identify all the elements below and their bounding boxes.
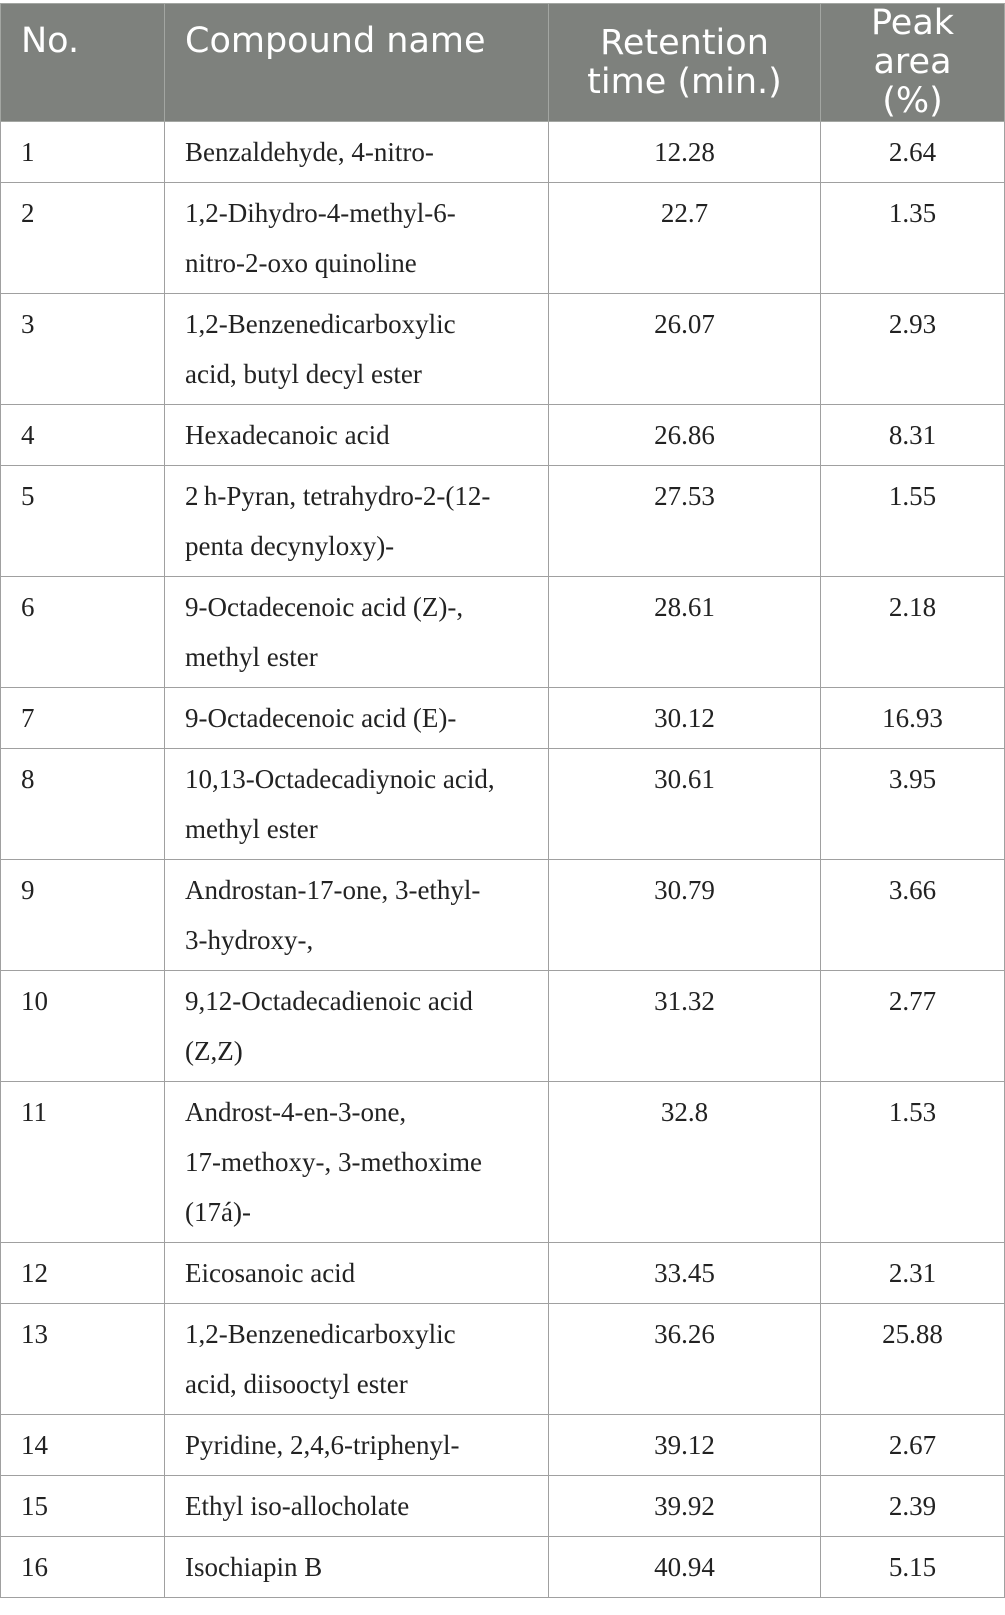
cell-retention-time: 30.12 (549, 688, 821, 749)
cell-retention-time: 28.61 (549, 577, 821, 688)
cell-peak-area: 2.93 (821, 294, 1005, 405)
cell-no: 2 (1, 183, 165, 294)
cell-no: 12 (1, 1243, 165, 1304)
header-retention-line1: Retention (600, 22, 769, 63)
cell-peak-area: 2.31 (821, 1243, 1005, 1304)
cell-no: 14 (1, 1415, 165, 1476)
cell-compound-name (165, 1243, 549, 1304)
table-row (1, 405, 1005, 466)
compound-name-line: nitro-2-oxo quinoline (185, 248, 417, 278)
compound-name-line: 1,2-Benzenedicarboxylic (185, 1319, 456, 1349)
cell-peak-area: 2.67 (821, 1415, 1005, 1476)
compound-name-line: 1,2-Dihydro-4-methyl-6- (185, 198, 456, 228)
cell-peak-area: 1.35 (821, 183, 1005, 294)
compound-name-line: Pyridine, 2,4,6-triphenyl- (185, 1430, 460, 1460)
table-row (1, 749, 1005, 860)
header-row (1, 4, 1005, 122)
compound-name-line: Isochiapin B (185, 1552, 323, 1582)
compound-name-line: Hexadecanoic acid (185, 420, 390, 450)
cell-compound-name (165, 577, 549, 688)
compound-name-line: 9,12-Octadecadienoic acid (185, 986, 473, 1016)
table-row (1, 971, 1005, 1082)
cell-no: 1 (1, 122, 165, 183)
compound-name-line: acid, diisooctyl ester (185, 1369, 408, 1399)
table-row (1, 1304, 1005, 1415)
table-row (1, 1415, 1005, 1476)
table-row (1, 688, 1005, 749)
header-compound-name: Compound name (165, 4, 549, 122)
cell-peak-area: 2.39 (821, 1476, 1005, 1537)
cell-no: 13 (1, 1304, 165, 1415)
header-no: No. (1, 4, 165, 122)
cell-peak-area: 8.31 (821, 405, 1005, 466)
compound-name-line: Ethyl iso-allocholate (185, 1491, 410, 1521)
cell-peak-area: 16.93 (821, 688, 1005, 749)
cell-retention-time: 30.61 (549, 749, 821, 860)
compound-name-line: penta decynyloxy)- (185, 531, 395, 561)
cell-no: 6 (1, 577, 165, 688)
cell-no: 15 (1, 1476, 165, 1537)
cell-retention-time: 33.45 (549, 1243, 821, 1304)
compound-name-line: (Z,Z) (185, 1036, 243, 1066)
cell-retention-time: 31.32 (549, 971, 821, 1082)
table-row (1, 183, 1005, 294)
compound-name-line: Androst-4-en-3-one, (185, 1097, 407, 1127)
compound-name-line: 2 h-Pyran, tetrahydro-2-(12- (185, 481, 491, 511)
cell-peak-area: 2.77 (821, 971, 1005, 1082)
table-row (1, 1537, 1005, 1598)
header-retention-line2: time (min.) (587, 61, 782, 102)
cell-compound-name (165, 860, 549, 971)
cell-peak-area: 3.66 (821, 860, 1005, 971)
cell-retention-time: 39.12 (549, 1415, 821, 1476)
cell-no: 7 (1, 688, 165, 749)
cell-compound-name (165, 749, 549, 860)
compound-name-line: 17-methoxy-, 3-methoxime (185, 1147, 482, 1177)
table-row (1, 1476, 1005, 1537)
cell-no: 4 (1, 405, 165, 466)
cell-compound-name (165, 1476, 549, 1537)
cell-compound-name (165, 466, 549, 577)
compound-table (0, 3, 1005, 1598)
compound-name-line: Eicosanoic acid (185, 1258, 356, 1288)
cell-compound-name (165, 405, 549, 466)
cell-compound-name (165, 971, 549, 1082)
cell-no: 5 (1, 466, 165, 577)
cell-peak-area: 1.55 (821, 466, 1005, 577)
header-peak-area (821, 4, 1005, 122)
cell-no: 11 (1, 1082, 165, 1243)
table-row (1, 122, 1005, 183)
table-body (1, 122, 1005, 1598)
cell-retention-time: 12.28 (549, 122, 821, 183)
cell-retention-time: 26.86 (549, 405, 821, 466)
cell-retention-time: 30.79 (549, 860, 821, 971)
cell-no: 8 (1, 749, 165, 860)
cell-compound-name (165, 1537, 549, 1598)
cell-retention-time: 40.94 (549, 1537, 821, 1598)
cell-compound-name (165, 688, 549, 749)
cell-retention-time: 39.92 (549, 1476, 821, 1537)
cell-no: 10 (1, 971, 165, 1082)
compound-name-line: 10,13-Octadecadiynoic acid, (185, 764, 495, 794)
header-peak-line1: Peak (870, 3, 955, 43)
cell-peak-area: 5.15 (821, 1537, 1005, 1598)
table-row (1, 860, 1005, 971)
cell-retention-time: 32.8 (549, 1082, 821, 1243)
compound-name-line: acid, butyl decyl ester (185, 359, 422, 389)
cell-compound-name (165, 183, 549, 294)
table-row (1, 466, 1005, 577)
compound-name-line: Benzaldehyde, 4-nitro- (185, 137, 434, 167)
header-retention-time (549, 4, 821, 122)
compound-name-line: (17á)- (185, 1197, 251, 1227)
compound-name-line: Androstan-17-one, 3-ethyl- (185, 875, 481, 905)
cell-retention-time: 22.7 (549, 183, 821, 294)
cell-peak-area: 2.64 (821, 122, 1005, 183)
cell-no: 9 (1, 860, 165, 971)
cell-compound-name (165, 1304, 549, 1415)
cell-peak-area: 25.88 (821, 1304, 1005, 1415)
cell-peak-area: 3.95 (821, 749, 1005, 860)
table-row (1, 1243, 1005, 1304)
cell-retention-time: 36.26 (549, 1304, 821, 1415)
compound-name-line: 9-Octadecenoic acid (E)- (185, 703, 457, 733)
cell-peak-area: 2.18 (821, 577, 1005, 688)
cell-compound-name (165, 1082, 549, 1243)
table-row (1, 294, 1005, 405)
cell-peak-area: 1.53 (821, 1082, 1005, 1243)
cell-no: 3 (1, 294, 165, 405)
cell-compound-name (165, 294, 549, 405)
header-peak-line2: area (%) (873, 42, 952, 121)
cell-compound-name (165, 122, 549, 183)
compound-name-line: 3-hydroxy-, (185, 925, 314, 955)
compound-name-line: 9-Octadecenoic acid (Z)-, (185, 592, 464, 622)
table-header (1, 4, 1005, 122)
table-row (1, 1082, 1005, 1243)
compound-name-line: methyl ester (185, 814, 318, 844)
compound-name-line: 1,2-Benzenedicarboxylic (185, 309, 456, 339)
cell-retention-time: 26.07 (549, 294, 821, 405)
compound-name-line: methyl ester (185, 642, 318, 672)
table-row (1, 577, 1005, 688)
cell-no: 16 (1, 1537, 165, 1598)
cell-retention-time: 27.53 (549, 466, 821, 577)
cell-compound-name (165, 1415, 549, 1476)
